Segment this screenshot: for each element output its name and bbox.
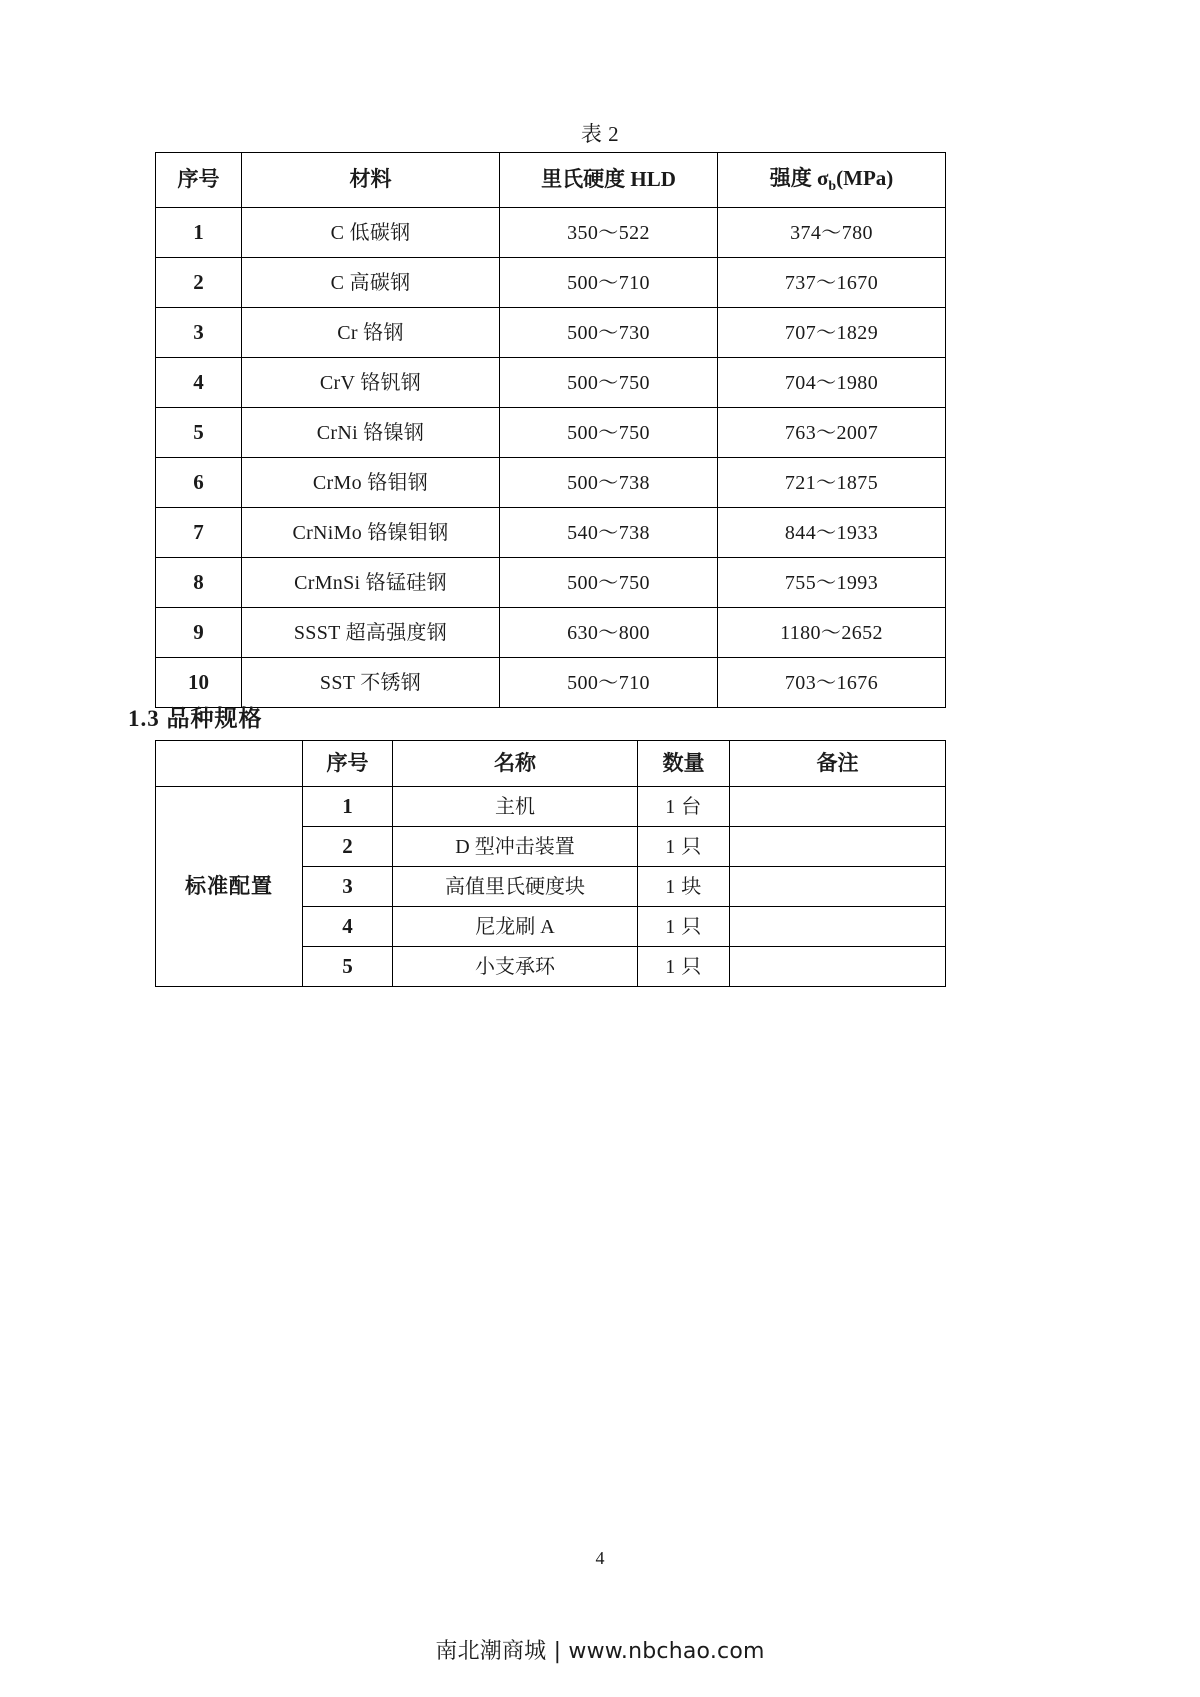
table2-cell-no: 8 xyxy=(156,558,242,608)
spec-cell-note xyxy=(730,867,946,907)
spec-cell-note xyxy=(730,907,946,947)
table2-cell-hardness: 500～738 xyxy=(500,458,718,508)
spec-header-qty: 数量 xyxy=(638,741,730,787)
table2-cell-material: CrMnSi 铬锰硅钢 xyxy=(242,558,500,608)
spec-cell-no: 2 xyxy=(303,827,393,867)
spec-cell-name: 高值里氏硬度块 xyxy=(393,867,638,907)
spec-header-no: 序号 xyxy=(303,741,393,787)
table2-cell-strength: 703～1676 xyxy=(718,658,946,708)
spec-cell-note xyxy=(730,827,946,867)
spec-cell-no: 3 xyxy=(303,867,393,907)
table2-cell-hardness: 500～750 xyxy=(500,408,718,458)
table2-cell-material: CrNiMo 铬镍钼钢 xyxy=(242,508,500,558)
spec-header-group xyxy=(156,741,303,787)
spec-cell-name: 小支承环 xyxy=(393,947,638,987)
footer-watermark: 南北潮商城 | www.nbchao.com xyxy=(435,1639,765,1664)
section-title: 品种规格 xyxy=(166,706,263,731)
table2-header-strength-suffix: (MPa) xyxy=(836,165,894,190)
table2-cell-material: CrV 铬钒钢 xyxy=(242,358,500,408)
table2-header-strength-prefix: 强度 σ xyxy=(769,165,829,190)
table2-cell-hardness: 500～710 xyxy=(500,258,718,308)
table-row xyxy=(156,358,946,408)
spec-cell-name: D 型冲击装置 xyxy=(393,827,638,867)
spec-cell-note xyxy=(730,787,946,827)
table2-cell-no: 9 xyxy=(156,608,242,658)
table2-cell-material: C 高碳钢 xyxy=(242,258,500,308)
table-row xyxy=(156,408,946,458)
table-row xyxy=(156,608,946,658)
section-number: 1.3 xyxy=(128,706,160,731)
table2-cell-material: SSST 超高强度钢 xyxy=(242,608,500,658)
spec-cell-group: 标准配置 xyxy=(156,787,303,987)
table-row xyxy=(156,658,946,708)
table2-cell-hardness: 350～522 xyxy=(500,208,718,258)
table2-cell-hardness: 500～710 xyxy=(500,658,718,708)
table2-cell-strength: 374～780 xyxy=(718,208,946,258)
spec-header-note: 备注 xyxy=(730,741,946,787)
spec-cell-qty: 1 只 xyxy=(638,827,730,867)
table2-caption: 表 2 xyxy=(580,122,620,146)
spec-table xyxy=(155,740,946,987)
table2-header-strength-subscript: b xyxy=(828,177,837,193)
table2-header-hardness: 里氏硬度 HLD xyxy=(500,153,718,208)
table2-cell-hardness: 500～730 xyxy=(500,308,718,358)
table2-header-no: 序号 xyxy=(156,153,242,208)
spec-cell-qty: 1 只 xyxy=(638,947,730,987)
spec-cell-name: 尼龙刷 A xyxy=(393,907,638,947)
table2-cell-hardness: 500～750 xyxy=(500,358,718,408)
table2-cell-material: SST 不锈钢 xyxy=(242,658,500,708)
table2-cell-material: Cr 铬钢 xyxy=(242,308,500,358)
table-row xyxy=(156,787,946,827)
table2-header-material: 材料 xyxy=(242,153,500,208)
spec-table-body xyxy=(156,787,946,987)
table-row xyxy=(156,458,946,508)
spec-cell-qty: 1 台 xyxy=(638,787,730,827)
spec-header-name: 名称 xyxy=(393,741,638,787)
table2-cell-strength: 763～2007 xyxy=(718,408,946,458)
spec-table-container xyxy=(155,740,946,987)
table2-cell-no: 7 xyxy=(156,508,242,558)
table2-cell-material: CrMo 铬钼钢 xyxy=(242,458,500,508)
table2-container xyxy=(155,152,946,708)
table2-cell-strength: 721～1875 xyxy=(718,458,946,508)
table-row xyxy=(156,308,946,358)
table2-cell-no: 6 xyxy=(156,458,242,508)
table-row xyxy=(156,558,946,608)
spec-cell-no: 5 xyxy=(303,947,393,987)
table2-body xyxy=(156,208,946,708)
table2-cell-strength: 707～1829 xyxy=(718,308,946,358)
table-row xyxy=(156,508,946,558)
spec-table-header-row xyxy=(156,741,946,787)
table2-cell-strength: 737～1670 xyxy=(718,258,946,308)
spec-cell-no: 1 xyxy=(303,787,393,827)
table2-cell-material: CrNi 铬镍钢 xyxy=(242,408,500,458)
table2-cell-no: 2 xyxy=(156,258,242,308)
table2-cell-strength: 844～1933 xyxy=(718,508,946,558)
table2-header-row xyxy=(156,153,946,208)
table2-cell-strength: 704～1980 xyxy=(718,358,946,408)
table2-cell-no: 10 xyxy=(156,658,242,708)
table-row xyxy=(156,258,946,308)
table-row xyxy=(156,208,946,258)
table2-cell-strength: 755～1993 xyxy=(718,558,946,608)
section-heading-1-3 xyxy=(128,700,263,733)
table2 xyxy=(155,152,946,708)
table2-header-strength xyxy=(718,153,946,208)
table2-cell-strength: 1180～2652 xyxy=(718,608,946,658)
spec-cell-name: 主机 xyxy=(393,787,638,827)
table2-cell-no: 4 xyxy=(156,358,242,408)
spec-cell-qty: 1 块 xyxy=(638,867,730,907)
table2-cell-no: 5 xyxy=(156,408,242,458)
table2-cell-material: C 低碳钢 xyxy=(242,208,500,258)
spec-cell-no: 4 xyxy=(303,907,393,947)
spec-cell-note xyxy=(730,947,946,987)
table2-cell-hardness: 630～800 xyxy=(500,608,718,658)
table2-cell-no: 1 xyxy=(156,208,242,258)
table2-cell-no: 3 xyxy=(156,308,242,358)
page-number: 4 xyxy=(595,1548,605,1568)
spec-cell-qty: 1 只 xyxy=(638,907,730,947)
table2-cell-hardness: 540～738 xyxy=(500,508,718,558)
table2-cell-hardness: 500～750 xyxy=(500,558,718,608)
